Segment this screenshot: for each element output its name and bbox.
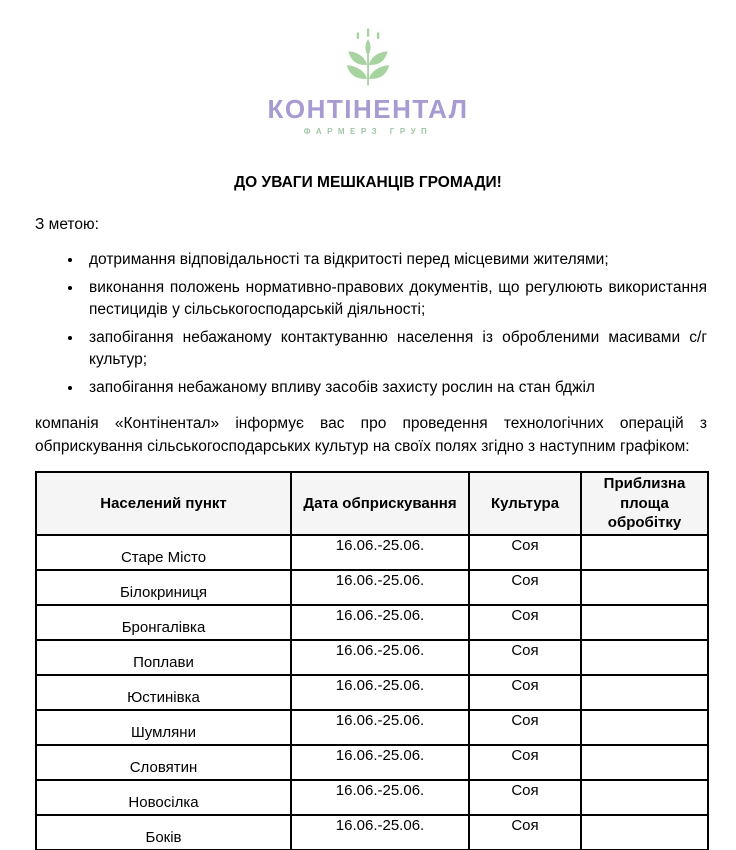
cell-date: 16.06.-25.06. (291, 570, 469, 605)
cell-area (581, 780, 708, 815)
cell-area (581, 675, 708, 710)
table-row (36, 780, 708, 815)
cell-settlement: Юстинівка (36, 675, 291, 710)
bullet-item: • дотримання відповідальності та відкритості перед місцевими жителями; (83, 249, 707, 271)
logo (0, 0, 736, 136)
cell-settlement: Старе Місто (36, 535, 291, 570)
bullet-item: • запобігання небажаному контактуванню населення із обробленими масивами с/г культур; (83, 327, 707, 372)
intro-text: З метою: (35, 216, 99, 234)
cell-settlement: Поплави (36, 640, 291, 675)
cell-area (581, 710, 708, 745)
cell-culture: Соя (469, 640, 581, 675)
cell-settlement: Новосілка (36, 780, 291, 815)
brand-name: КОНТІНЕНТАЛ (267, 94, 469, 124)
table-row (36, 710, 708, 745)
cell-area (581, 605, 708, 640)
cell-culture: Соя (469, 675, 581, 710)
wheat-icon (337, 22, 399, 92)
table-row (36, 815, 708, 850)
header-settlement: Населений пункт (36, 472, 291, 535)
cell-culture: Соя (469, 815, 581, 850)
cell-culture: Соя (469, 605, 581, 640)
cell-culture: Соя (469, 570, 581, 605)
bullet-list (35, 249, 707, 399)
cell-area (581, 535, 708, 570)
header-culture: Культура (469, 472, 581, 535)
table-row (36, 675, 708, 710)
table-row (36, 745, 708, 780)
table-row (36, 605, 708, 640)
table-row (36, 570, 708, 605)
cell-settlement: Бронгалівка (36, 605, 291, 640)
cell-settlement: Словятин (36, 745, 291, 780)
cell-area (581, 815, 708, 850)
cell-area (581, 640, 708, 675)
cell-settlement: Боків (36, 815, 291, 850)
spray-schedule-table (35, 471, 709, 850)
table-row (36, 640, 708, 675)
table-header-row (36, 472, 708, 535)
cell-date: 16.06.-25.06. (291, 675, 469, 710)
cell-date: 16.06.-25.06. (291, 745, 469, 780)
bullet-item: • запобігання небажаному впливу засобів захисту рослин на стан бджіл (83, 377, 707, 399)
page-title: ДО УВАГИ МЕШКАНЦІВ ГРОМАДИ! (234, 174, 502, 192)
cell-date: 16.06.-25.06. (291, 640, 469, 675)
cell-date: 16.06.-25.06. (291, 535, 469, 570)
bullet-item: • виконання положень нормативно-правових документів, що регулюють використання пестицидів у сільськогосподарській діяльності; (83, 277, 707, 322)
cell-area (581, 570, 708, 605)
notice-body (35, 216, 707, 458)
header-area: Приблизна площа обробітку (581, 472, 708, 535)
cell-culture: Соя (469, 535, 581, 570)
cell-date: 16.06.-25.06. (291, 780, 469, 815)
cell-culture: Соя (469, 780, 581, 815)
cell-date: 16.06.-25.06. (291, 605, 469, 640)
cell-settlement: Білокриниця (36, 570, 291, 605)
header-date: Дата обприскування (291, 472, 469, 535)
cell-date: 16.06.-25.06. (291, 710, 469, 745)
cell-settlement: Шумляни (36, 710, 291, 745)
cell-area (581, 745, 708, 780)
cell-culture: Соя (469, 745, 581, 780)
brand-tagline: ФАРМЕРЗ ГРУП (303, 127, 433, 137)
cell-culture: Соя (469, 710, 581, 745)
table-row (36, 535, 708, 570)
cell-date: 16.06.-25.06. (291, 815, 469, 850)
schedule-paragraph: компанія «Контінентал» інформує вас про проведення технологічних операцій з обприскування сільськогосподарських культур на своїх полях згідно з наступним графіком: (35, 415, 707, 455)
